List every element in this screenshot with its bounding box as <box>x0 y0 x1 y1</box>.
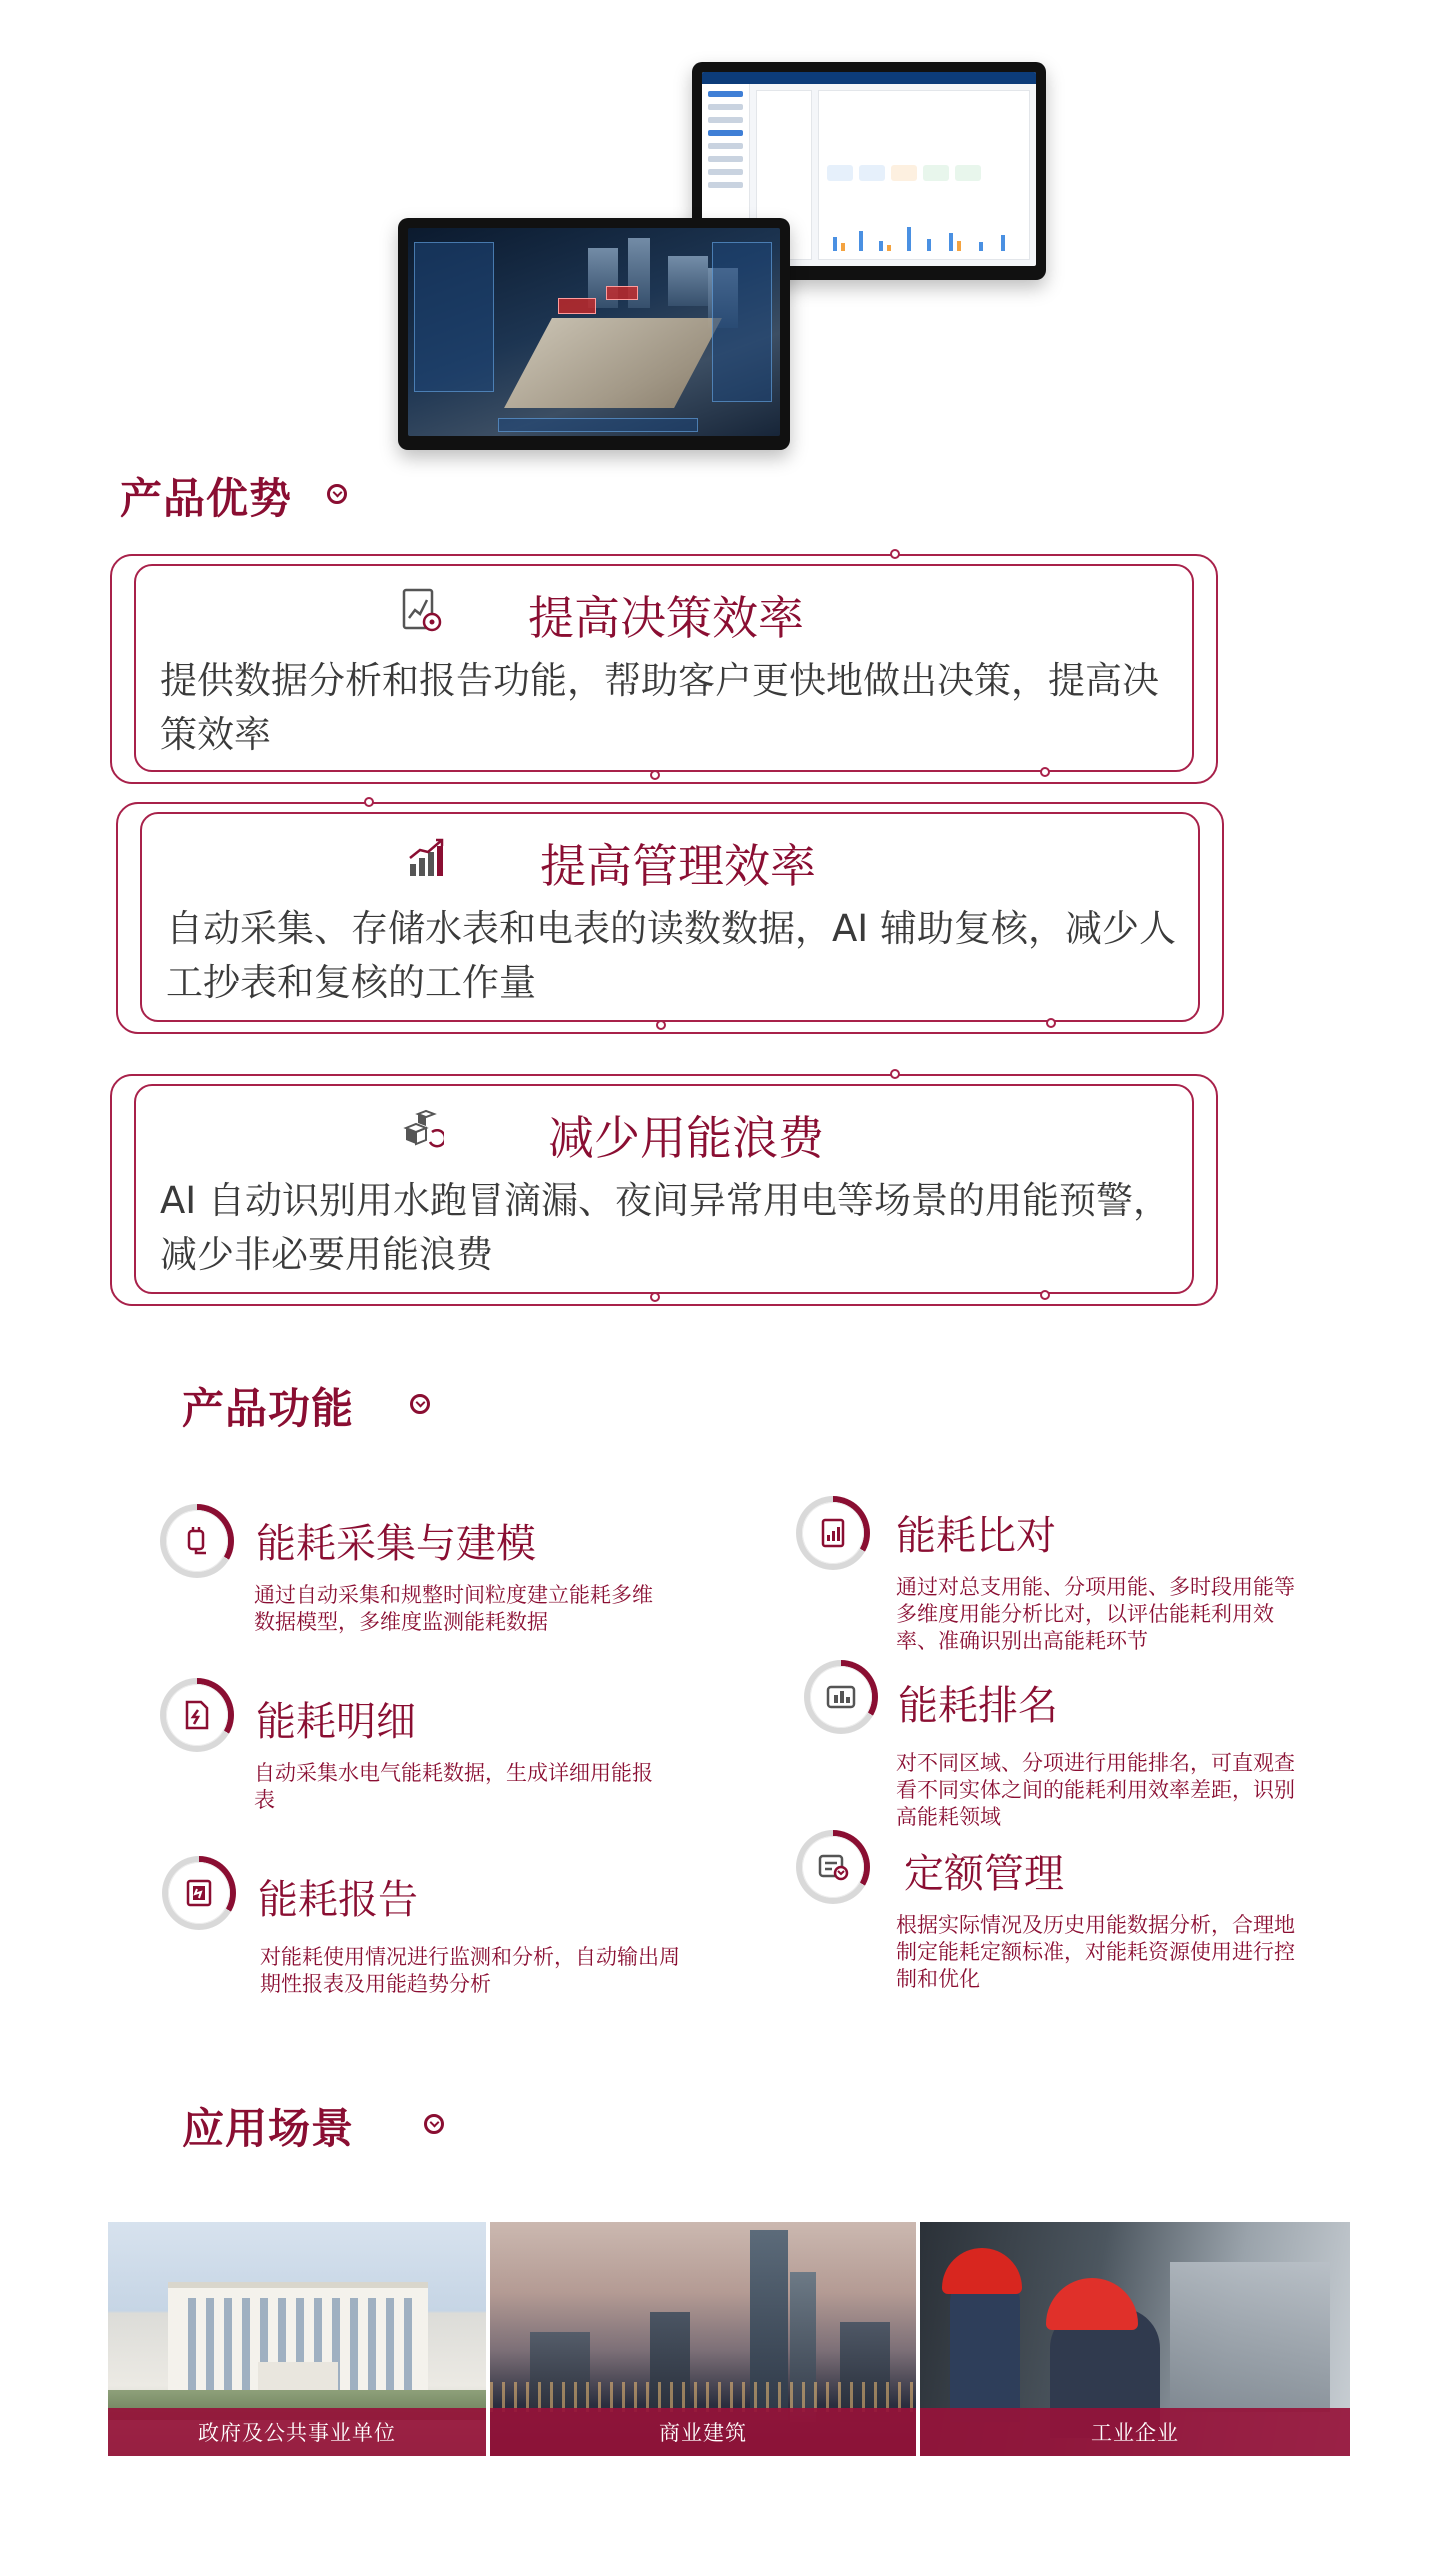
feature-title: 定额管理 <box>904 1851 1064 1897</box>
feature-desc: 对不同区域、分项进行用能排名，可直观查看不同实体之间的能耗利用效率差距，识别高能耗领域 <box>896 1751 1295 1829</box>
feature-quota-management <box>796 1830 1336 1991</box>
feature-desc: 通过对总支用能、分项用能、多时段用能等多维度用能分析比对，以评估能耗利用效率、准确识别出高能耗环节 <box>896 1575 1295 1653</box>
advantage-card-decision <box>110 554 1218 784</box>
feature-desc: 自动采集水电气能耗数据，生成详细用能报表 <box>254 1761 653 1812</box>
energy-doc-icon <box>181 1699 213 1731</box>
feature-desc: 根据实际情况及历史用能数据分析，合理地制定能耗定额标准，对能耗资源使用进行控制和优化 <box>896 1913 1295 1991</box>
advantage-desc: AI 自动识别用水跑冒滴漏、夜间异常用电等场景的用能预警，减少非必要用能浪费 <box>160 1179 1170 1276</box>
feature-desc: 通过自动采集和规整时间粒度建立能耗多维数据模型，多维度监测能耗数据 <box>254 1583 653 1634</box>
feature-desc: 对能耗使用情况进行监测和分析，自动输出周期性报表及用能趋势分析 <box>260 1945 680 1996</box>
compare-doc-icon <box>817 1517 849 1549</box>
functions-heading: 产品功能 <box>182 1384 355 1433</box>
advantage-card-waste <box>110 1074 1218 1306</box>
quota-icon <box>817 1851 849 1883</box>
feature-energy-collection <box>160 1504 700 1644</box>
feature-energy-report <box>162 1856 702 1996</box>
plug-icon <box>181 1525 213 1557</box>
advantage-card-management <box>116 802 1224 1034</box>
chevron-down-icon <box>410 1394 430 1414</box>
scenes-heading: 应用场景 <box>182 2104 355 2153</box>
feature-energy-detail <box>160 1678 700 1818</box>
feature-energy-ranking <box>804 1660 1344 1829</box>
growth-chart-icon <box>404 834 452 882</box>
advantage-title: 提高管理效率 <box>540 839 816 893</box>
feature-title: 能耗采集与建模 <box>256 1521 536 1567</box>
feature-title: 能耗排名 <box>898 1683 1058 1729</box>
3d-city-monitor-image <box>398 218 790 450</box>
scene-industrial <box>920 2222 1350 2456</box>
chevron-down-icon <box>327 484 347 504</box>
advantage-title: 提高决策效率 <box>528 591 804 645</box>
scene-label: 工业企业 <box>920 2408 1350 2456</box>
scene-label: 政府及公共事业单位 <box>108 2408 486 2456</box>
scene-label: 商业建筑 <box>490 2408 916 2456</box>
feature-title: 能耗比对 <box>896 1513 1056 1559</box>
advantages-heading: 产品优势 <box>120 474 293 523</box>
feature-title: 能耗明细 <box>256 1699 416 1745</box>
feature-energy-compare <box>796 1496 1336 1653</box>
ranking-icon <box>825 1681 857 1713</box>
advantage-desc: 自动采集、存储水表和电表的读数数据，AI 辅助复核，减少人工抄表和复核的工作量 <box>166 907 1176 1004</box>
advantage-desc: 提供数据分析和报告功能，帮助客户更快地做出决策，提高决策效率 <box>160 659 1159 756</box>
scene-government <box>108 2222 486 2456</box>
report-chart-icon <box>398 586 446 634</box>
scene-commercial <box>490 2222 916 2456</box>
chevron-down-icon <box>424 2114 444 2134</box>
advantage-title: 减少用能浪费 <box>548 1111 824 1165</box>
feature-title: 能耗报告 <box>258 1877 418 1923</box>
cubes-icon <box>396 1106 444 1154</box>
report-icon <box>183 1877 215 1909</box>
